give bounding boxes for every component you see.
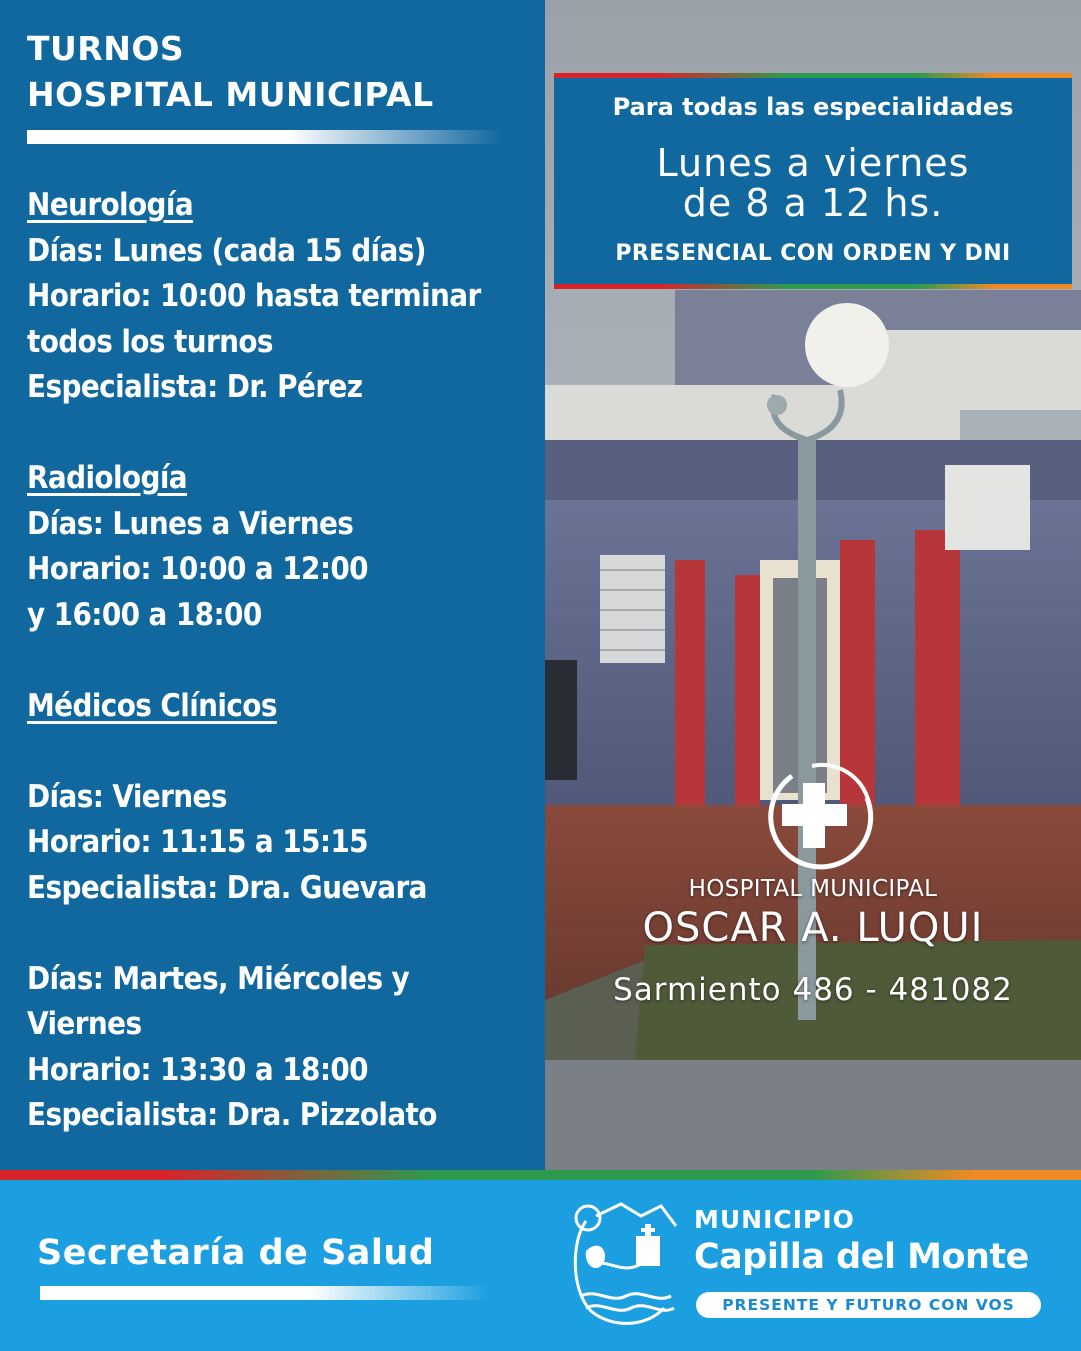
- radiologia-horario-1: Horario: 10:00 a 12:00: [27, 551, 368, 587]
- hospital-address: Sarmiento 486 - 481082: [613, 972, 1013, 1008]
- neurologia-heading: Neurología: [27, 187, 194, 223]
- clinicos-heading: Médicos Clínicos: [27, 687, 277, 724]
- clinicos-a-dias: Días: Viernes: [27, 778, 227, 815]
- title-underline-bar: [27, 130, 502, 144]
- footer-color-stripe: [0, 1170, 1081, 1180]
- neurologia-horario-2: todos los turnos: [27, 323, 273, 360]
- clinicos-b-especialista: Especialista: Dra. Pizzolato: [27, 1097, 437, 1133]
- secretaria-underline-bar: [40, 1286, 490, 1300]
- hospital-subtitle: HOSPITAL MUNICIPAL: [688, 876, 938, 902]
- info-hours-days: Lunes a viernes: [656, 141, 970, 185]
- clinicos-b-dias-1: Días: Martes, Miércoles y: [27, 960, 410, 997]
- municipio-logo-icon: [566, 1196, 681, 1335]
- municipio-label: MUNICIPIO: [694, 1205, 855, 1234]
- info-box-bottom-stripe: [554, 284, 1072, 289]
- info-hours: [554, 143, 1072, 223]
- info-box-top-stripe: [554, 73, 1072, 78]
- radiologia-dias: Días: Lunes a Viernes: [27, 505, 354, 542]
- schedule-list: [27, 183, 481, 1139]
- info-hours-time: de 8 a 12 hs.: [682, 181, 944, 225]
- radiologia-heading: Radiología: [27, 460, 188, 496]
- neurologia-horario-1: Horario: 10:00 hasta terminar: [27, 278, 481, 314]
- title-line-1: TURNOS: [27, 29, 185, 68]
- clinicos-a-especialista: Especialista: Dra. Guevara: [27, 869, 427, 906]
- info-all-specialties: Para todas las especialidades: [612, 93, 1014, 121]
- page-title: [27, 26, 434, 118]
- info-requirements: PRESENCIAL CON ORDEN Y DNI: [615, 241, 1011, 266]
- clinicos-a-horario: Horario: 11:15 a 15:15: [27, 824, 368, 860]
- hospital-cross-icon: [752, 758, 882, 877]
- clinicos-b-horario: Horario: 13:30 a 18:00: [27, 1051, 368, 1088]
- hospital-name: OSCAR A. LUQUI: [642, 905, 984, 951]
- clinicos-b-dias-2: Viernes: [27, 1006, 142, 1042]
- municipio-name: Capilla del Monte: [694, 1237, 1029, 1277]
- neurologia-especialista: Especialista: Dr. Pérez: [27, 369, 363, 405]
- info-box: [554, 73, 1072, 289]
- title-line-2: HOSPITAL MUNICIPAL: [27, 75, 434, 114]
- radiologia-horario-2: y 16:00 a 18:00: [27, 596, 262, 633]
- neurologia-dias: Días: Lunes (cada 15 días): [27, 232, 426, 269]
- secretaria-title: Secretaría de Salud: [37, 1233, 435, 1273]
- municipio-slogan: PRESENTE Y FUTURO CON VOS: [696, 1292, 1041, 1318]
